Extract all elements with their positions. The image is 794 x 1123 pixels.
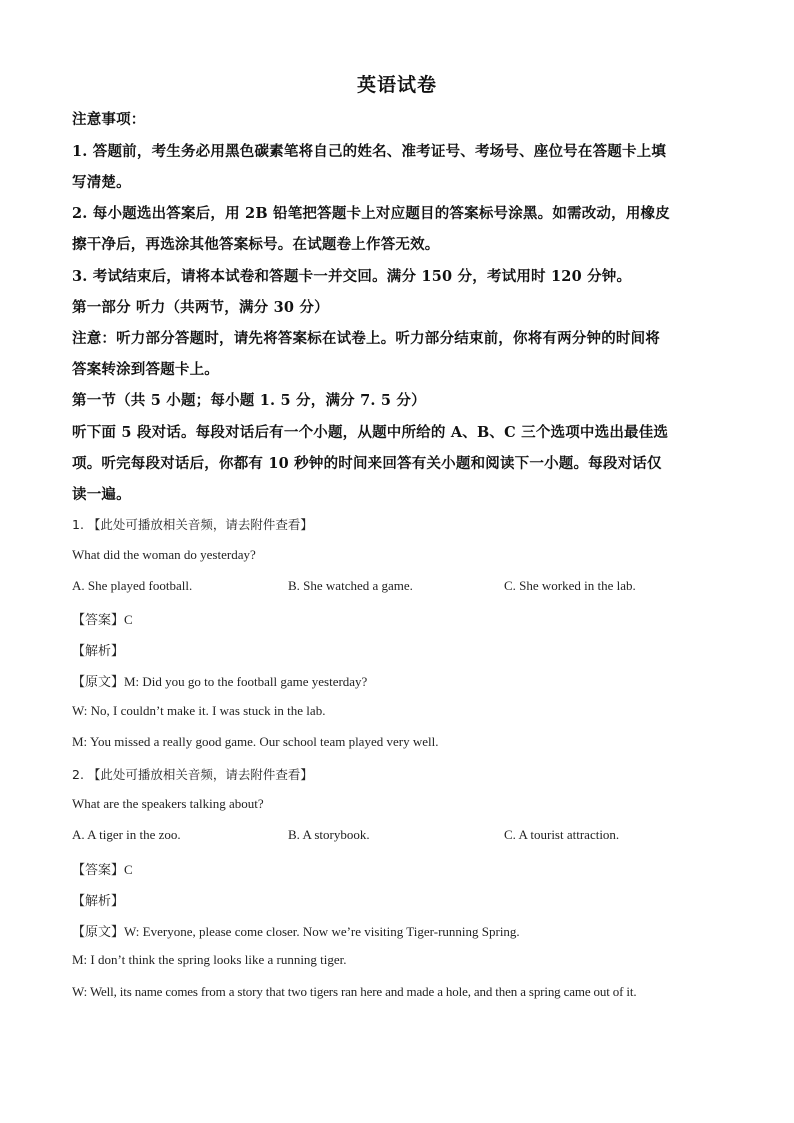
part1-heading: 第一部分 听力（共两节，满分 30 分）	[72, 299, 329, 316]
q1-transcript-line: 【原文】M: Did you go to the football game yesterday?	[72, 674, 368, 689]
notice-heading: 注意事项：	[72, 111, 146, 128]
q1-question: What did the woman do yesterday?	[72, 547, 256, 562]
section1-instructions-cont-2: 读一遍。	[72, 486, 131, 503]
q1-transcript-line: W: No, I couldn’t make it. I was stuck in the lab.	[72, 703, 326, 718]
q2-answer: 【答案】C	[72, 862, 133, 877]
part1-note: 注意：听力部分答题时，请先将答案标在试卷上。听力部分结束前，你将有两分钟的时间将	[72, 330, 660, 347]
q2-transcript-line: M: I don’t think the spring looks like a running tiger.	[72, 952, 347, 967]
q1-option-a: A. She played football.	[72, 578, 193, 593]
q1-audio-placeholder: 1. 【此处可播放相关音频，请去附件查看】	[72, 517, 313, 532]
q1-option-c: C. She worked in the lab.	[504, 578, 636, 593]
section1-heading: 第一节（共 5 小题；每小题 1. 5 分，满分 7. 5 分）	[72, 392, 426, 409]
q1-option-b: B. She watched a game.	[288, 578, 413, 593]
q2-option-b: B. A storybook.	[288, 827, 370, 842]
notice-item-1: 1. 答题前，考生务必用黑色碳素笔将自己的姓名、准考证号、考场号、座位号在答题卡上填	[72, 143, 667, 160]
q1-answer: 【答案】C	[72, 612, 133, 627]
q1-transcript-line: M: You missed a really good game. Our school team played very well.	[72, 734, 439, 749]
page-title: 英语试卷	[356, 74, 437, 96]
section1-instructions-cont-1: 项。听完每段对话后，你都有 10 秒钟的时间来回答有关小题和阅读下一小题。每段对话仅	[72, 455, 662, 472]
part1-note-cont: 答案转涂到答题卡上。	[72, 361, 219, 378]
q2-question: What are the speakers talking about?	[72, 796, 264, 811]
notice-item-3: 3. 考试结束后，请将本试卷和答题卡一并交回。满分 150 分，考试用时 120 分钟。	[72, 268, 632, 285]
notice-item-2-cont: 擦干净后，再选涂其他答案标号。在试题卷上作答无效。	[72, 236, 440, 253]
q2-audio-placeholder: 2. 【此处可播放相关音频，请去附件查看】	[72, 767, 313, 782]
q1-analysis: 【解析】	[72, 643, 125, 658]
q2-option-a: A. A tiger in the zoo.	[72, 827, 181, 842]
q2-analysis: 【解析】	[72, 893, 125, 908]
section1-instructions: 听下面 5 段对话。每段对话后有一个小题，从题中所给的 A、B、C 三个选项中选出最佳选	[72, 424, 669, 441]
q2-transcript-line: 【原文】W: Everyone, please come closer. Now we’re visiting Tiger-running Spring.	[72, 924, 520, 939]
notice-item-2: 2. 每小题选出答案后，用 2B 铅笔把答题卡上对应题目的答案标号涂黑。如需改动，用橡皮	[72, 205, 670, 222]
q2-transcript-line: W: Well, its name comes from a story that two tigers ran here and made a hole, and then a spring came out of it.	[72, 984, 637, 999]
notice-item-1-cont: 写清楚。	[72, 174, 131, 191]
q2-option-c: C. A tourist attraction.	[504, 827, 620, 842]
